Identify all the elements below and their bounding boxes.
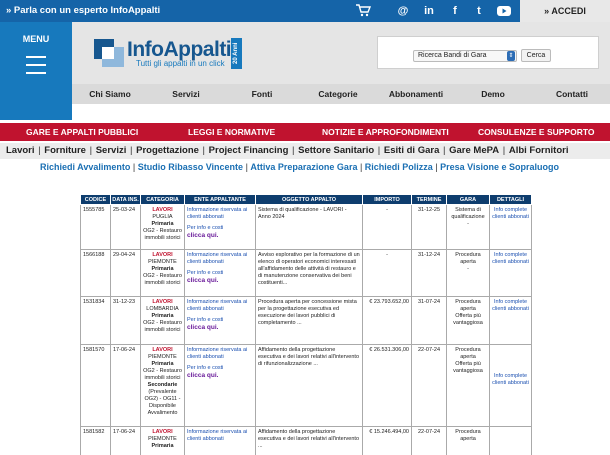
gara-criteria: Offerta più vantaggiosa (453, 361, 483, 374)
cat-primary: Primaria (151, 266, 174, 272)
cat-primary: Primaria (151, 443, 174, 449)
cell-dettagli[interactable] (490, 427, 532, 455)
tenders-table (80, 194, 532, 455)
col-header: GARA (447, 195, 490, 205)
cell-categoria (141, 427, 185, 455)
search-button[interactable]: Cerca (521, 49, 551, 62)
top-bar (0, 0, 610, 22)
search-type-select[interactable]: Ricerca Bandi di Gara (413, 50, 517, 62)
cell-codice: 1531834 (81, 297, 111, 345)
ente-costs: Per info e costi (187, 225, 224, 231)
cell-gara (447, 205, 490, 250)
nav-item-chi-siamo[interactable]: Chi Siamo (89, 89, 131, 99)
gara-type: Sistema di qualificazione (451, 207, 485, 220)
cell-ente (185, 345, 256, 427)
col-header: IMPORTO (363, 195, 412, 205)
gara-type: Procedura aperta (455, 347, 481, 360)
link-sopraluogo[interactable]: Presa Visione e Sopraluogo (440, 162, 560, 172)
cell-categoria (141, 297, 185, 345)
cat-type: LAVORI (152, 347, 173, 353)
cat-secondary: Secondarie (147, 382, 178, 388)
cell-importo: € 15.246.494,00 (363, 427, 412, 455)
cell-gara (447, 250, 490, 297)
cart-icon[interactable] (354, 3, 372, 19)
facebook-icon[interactable]: f (453, 5, 457, 17)
cell-dettagli[interactable]: Info complete clienti abbonati (490, 205, 532, 250)
table-row[interactable] (81, 205, 532, 250)
cell-gara (447, 345, 490, 427)
cell-termine: 31-12-25 (412, 205, 447, 250)
cell-codice: 1581582 (81, 427, 111, 455)
ente-click[interactable]: clicca qui. (187, 324, 219, 331)
col-header: TERMINE (412, 195, 447, 205)
category-forniture[interactable]: Forniture (44, 145, 86, 156)
cell-oggetto: Sistema di qualificazione - LAVORI - Anno 2024 (256, 205, 363, 250)
ente-click[interactable]: clicca qui. (187, 232, 219, 239)
cat-primary: Primaria (151, 361, 174, 367)
ente-info[interactable]: Informazione riservata ai clienti abbonati (187, 299, 248, 312)
cell-data: 31-12-23 (111, 297, 141, 345)
hamburger-icon[interactable] (26, 56, 46, 58)
gara-criteria: Offerta più vantaggiosa (453, 313, 483, 326)
cell-categoria (141, 345, 185, 427)
cell-oggetto: Procedura aperta per concessione mista per la progettazione esecutiva ed esecuzione dei lavori pubblici di completamento ... (256, 297, 363, 345)
cat-desc: OG2 - Restauro immobili storici (143, 320, 182, 333)
cell-oggetto: Avviso esplorativo per la formazione di un elenco di operatori economici interessati all'affidamento delle attività di restauro e di manutenzione conservativa dei beni costituenti... (256, 250, 363, 297)
cat-desc2: (Prevalente OG2) - OG11 - Disponibile Avvalimento (144, 389, 181, 416)
col-header: OGGETTO APPALTO (256, 195, 363, 205)
cell-dettagli[interactable]: Info complete clienti abbonati (490, 297, 532, 345)
section-bar (0, 123, 610, 141)
category-albi-fornitori[interactable]: Albi Fornitori (508, 145, 569, 156)
gara-criteria: - (467, 266, 469, 272)
cell-data: 17-06-24 (111, 427, 141, 455)
cat-type: LAVORI (152, 207, 173, 213)
cell-ente (185, 250, 256, 297)
linkedin-icon[interactable]: in (424, 5, 434, 17)
section-leggi[interactable]: LEGGI E NORMATIVE (188, 127, 276, 137)
section-notizie[interactable]: NOTIZIE E APPROFONDIMENTI (322, 127, 449, 137)
cell-data: 25-03-24 (111, 205, 141, 250)
col-header: CATEGORIA (141, 195, 185, 205)
anniversary-badge: 20 Anni (231, 38, 242, 69)
category-row: Lavori | Forniture | Servizi | Progettazione | Project Financing | Settore Sanitario | Esiti di Gara | Gare MePA | Albi Fornitori (6, 145, 569, 156)
gara-type: Procedura aperta (455, 252, 481, 265)
cell-codice: 1581570 (81, 345, 111, 427)
hamburger-icon[interactable] (26, 64, 46, 66)
section-gare[interactable]: GARE E APPALTI PUBBLICI (26, 127, 139, 137)
ente-info[interactable]: Informazione riservata ai clienti abbonati (187, 252, 248, 265)
link-preparazione[interactable]: Attiva Preparazione Gara (250, 162, 358, 172)
category-esiti-di-gara[interactable]: Esiti di Gara (383, 145, 440, 156)
gara-criteria: - (467, 221, 469, 227)
cat-type: LAVORI (152, 429, 173, 435)
nav-item-fonti[interactable]: Fonti (251, 89, 273, 99)
ente-click[interactable]: clicca qui. (187, 372, 219, 379)
youtube-icon[interactable] (493, 0, 515, 22)
col-header: ENTE APPALTANTE (185, 195, 256, 205)
cell-categoria (141, 205, 185, 250)
sidebar-menu[interactable] (0, 22, 72, 120)
cell-gara (447, 297, 490, 345)
cell-oggetto: Affidamento della progettazione esecutiva e dei lavori relativi all'intervento di rifunzionalizzazione ... (256, 345, 363, 427)
logo-name[interactable]: InfoAppalti (127, 38, 232, 61)
category-servizi[interactable]: Servizi (95, 145, 127, 156)
cell-dettagli[interactable]: Info complete clienti abbonati (490, 345, 532, 427)
service-links: Richiedi Avvalimento | Studio Ribasso Vincente | Attiva Preparazione Gara | Richiedi Polizza | Presa Visione e Sopraluogo (40, 162, 560, 172)
cell-data: 17-06-24 (111, 345, 141, 427)
cat-desc: OG2 - Restauro immobili storici (143, 228, 182, 241)
expert-link[interactable]: » Parla con un esperto InfoAppalti (6, 5, 161, 16)
cell-dettagli[interactable]: Info complete clienti abbonati (490, 250, 532, 297)
ente-costs: Per info e costi (187, 365, 224, 371)
cell-codice: 1555785 (81, 205, 111, 250)
cell-ente (185, 297, 256, 345)
nav-item-contatti[interactable]: Contatti (555, 89, 589, 99)
cell-termine: 31-12-24 (412, 250, 447, 297)
cell-data: 29-04-24 (111, 250, 141, 297)
main-nav (72, 84, 610, 104)
category-progettazione[interactable]: Progettazione (136, 145, 199, 156)
cell-importo: - (363, 250, 412, 297)
menu-label: MENU (22, 34, 50, 44)
ente-click[interactable]: clicca qui. (187, 277, 219, 284)
cell-termine: 22-07-24 (412, 345, 447, 427)
col-header: DATA INS. (112, 196, 139, 203)
category-gare-mepa[interactable]: Gare MePA (449, 145, 500, 156)
col-header: CODICE (81, 195, 111, 205)
nav-item-servizi[interactable]: Servizi (172, 89, 200, 99)
cat-region: PIEMONTE (148, 436, 177, 442)
cat-primary: Primaria (151, 313, 174, 319)
logo-icon[interactable] (92, 37, 126, 69)
cat-region: PIEMONTE (148, 259, 177, 265)
twitter-icon[interactable]: t (477, 5, 481, 17)
cell-ente (185, 205, 256, 250)
ente-costs: Per info e costi (187, 270, 224, 276)
chevron-updown-icon[interactable]: ⇕ (508, 53, 514, 59)
table-row[interactable] (81, 345, 532, 427)
ente-info[interactable]: Informazione riservata ai clienti abbonati (187, 207, 248, 220)
category-project-financing[interactable]: Project Financing (208, 145, 289, 156)
category-lavori[interactable]: Lavori (6, 145, 35, 156)
cat-type: LAVORI (152, 299, 173, 305)
login-button[interactable]: » ACCEDI (520, 0, 610, 22)
nav-item-demo[interactable]: Demo (481, 89, 505, 99)
cat-desc: OG2 - Restauro immobili storici (143, 273, 182, 286)
cell-categoria (141, 250, 185, 297)
cell-termine: 22-07-24 (412, 427, 447, 455)
nav-item-categorie[interactable]: Categorie (318, 89, 358, 99)
cat-region: LOMBARDIA (146, 306, 179, 312)
table-row[interactable] (81, 250, 532, 297)
link-polizza[interactable]: Richiedi Polizza (364, 162, 433, 172)
ente-info[interactable]: Informazione riservata ai clienti abbonati (187, 347, 248, 360)
email-icon[interactable]: @ (397, 5, 409, 17)
cat-region: PIEMONTE (148, 354, 177, 360)
cell-importo: € 23.793.652,00 (363, 297, 412, 345)
col-header: DETTAGLI (490, 195, 532, 205)
link-ribasso[interactable]: Studio Ribasso Vincente (137, 162, 244, 172)
cell-gara: Procedura aperta (447, 427, 490, 455)
cat-region: PUGLIA (152, 214, 173, 220)
cell-oggetto: Affidamento della progettazione esecutiva e dei lavori relativi all'intervento ... (256, 427, 363, 455)
table-header (81, 195, 532, 205)
table-row[interactable] (81, 297, 532, 345)
gara-type: Procedura aperta (455, 299, 481, 312)
cell-ente (185, 427, 256, 455)
cat-type: LAVORI (152, 252, 173, 258)
cell-importo: € 26.531.306,00 (363, 345, 412, 427)
cell-importo: - (363, 205, 412, 250)
cat-primary: Primaria (151, 221, 174, 227)
section-consulenze[interactable]: CONSULENZE E SUPPORTO (478, 127, 595, 137)
nav-item-abbonamenti[interactable]: Abbonamenti (388, 89, 444, 99)
table-row[interactable] (81, 427, 532, 455)
link-avvalimento[interactable]: Richiedi Avvalimento (40, 162, 131, 172)
logo-tagline: Tutti gli appalti in un click (136, 59, 225, 68)
ente-costs: Per info e costi (187, 317, 224, 323)
cell-termine: 31-07-24 (412, 297, 447, 345)
hamburger-icon[interactable] (26, 72, 46, 74)
ente-info[interactable]: Informazione riservata ai clienti abbonati (187, 429, 248, 442)
cat-desc: OG2 - Restauro immobili storici (143, 368, 182, 381)
category-settore-sanitario[interactable]: Settore Sanitario (298, 145, 375, 156)
cell-codice: 1566188 (81, 250, 111, 297)
